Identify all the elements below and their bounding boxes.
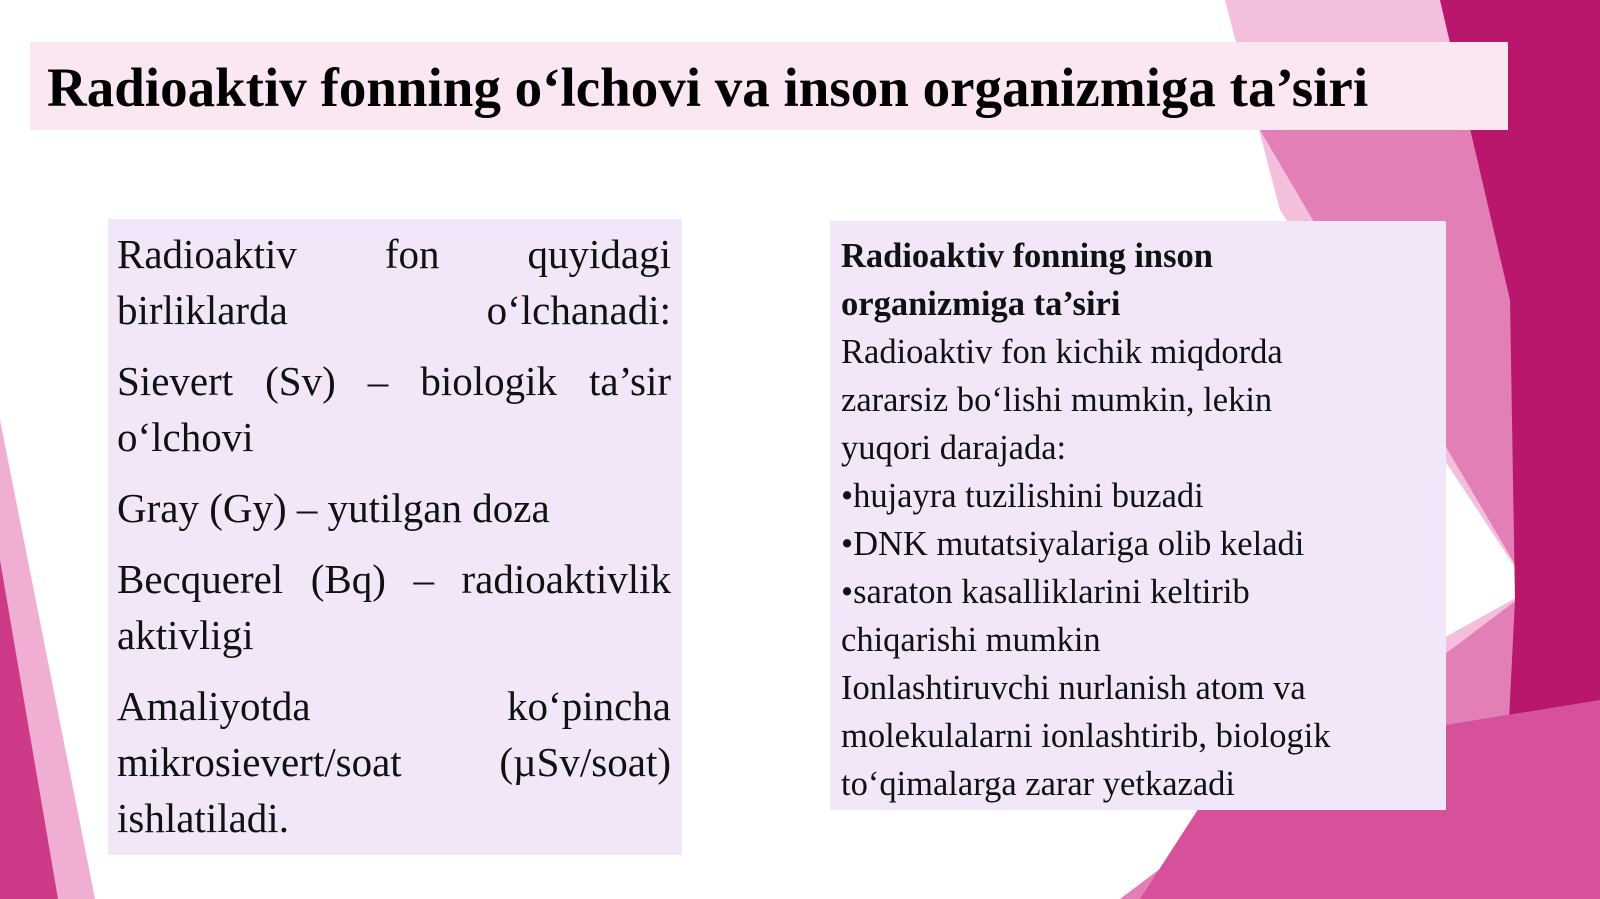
- left-paragraph: Amaliyotda ko‘pincha mikrosievert/soat (µSv/soat) ishlatiladi.: [117, 683, 671, 841]
- right-panel-text: [841, 232, 1441, 808]
- right-intro-line: Radioaktiv fon kichik miqdorda: [841, 333, 1283, 371]
- left-paragraph: Sievert (Sv) – biologik ta’sir o‘lchovi: [117, 358, 671, 460]
- right-outro-line: Ionlashtiruvchi nurlanish atom va: [841, 669, 1306, 707]
- left-paragraph: Gray (Gy) – yutilgan doza: [117, 485, 550, 531]
- right-outro-line: to‘qimalarga zarar yetkazadi: [841, 765, 1235, 803]
- bullet-item-continuation: chiqarishi mumkin: [841, 621, 1101, 659]
- left-panel-text: [117, 226, 671, 861]
- bullet-item: •DNK mutatsiyalariga olib keladi: [841, 525, 1305, 563]
- right-intro-line: zararsiz bo‘lishi mumkin, lekin: [841, 381, 1273, 419]
- right-heading-line: Radioaktiv fonning inson: [841, 237, 1213, 275]
- slide-title: Radioaktiv fonning o‘lchovi va inson organizmiga ta’siri: [47, 57, 1369, 118]
- left-paragraph: Becquerel (Bq) – radioaktivlik aktivligi: [117, 556, 671, 658]
- right-outro-line: molekulalarni ionlashtirib, biologik: [841, 717, 1331, 755]
- bullet-item: •hujayra tuzilishini buzadi: [841, 477, 1204, 515]
- bullet-item: •saraton kasalliklarini keltirib: [841, 573, 1250, 611]
- right-heading-line: organizmiga ta’siri: [841, 285, 1121, 323]
- left-paragraph: Radioaktiv fon quyidagi birliklarda o‘lchanadi:: [117, 231, 671, 333]
- right-intro-line: yuqori darajada:: [841, 429, 1067, 467]
